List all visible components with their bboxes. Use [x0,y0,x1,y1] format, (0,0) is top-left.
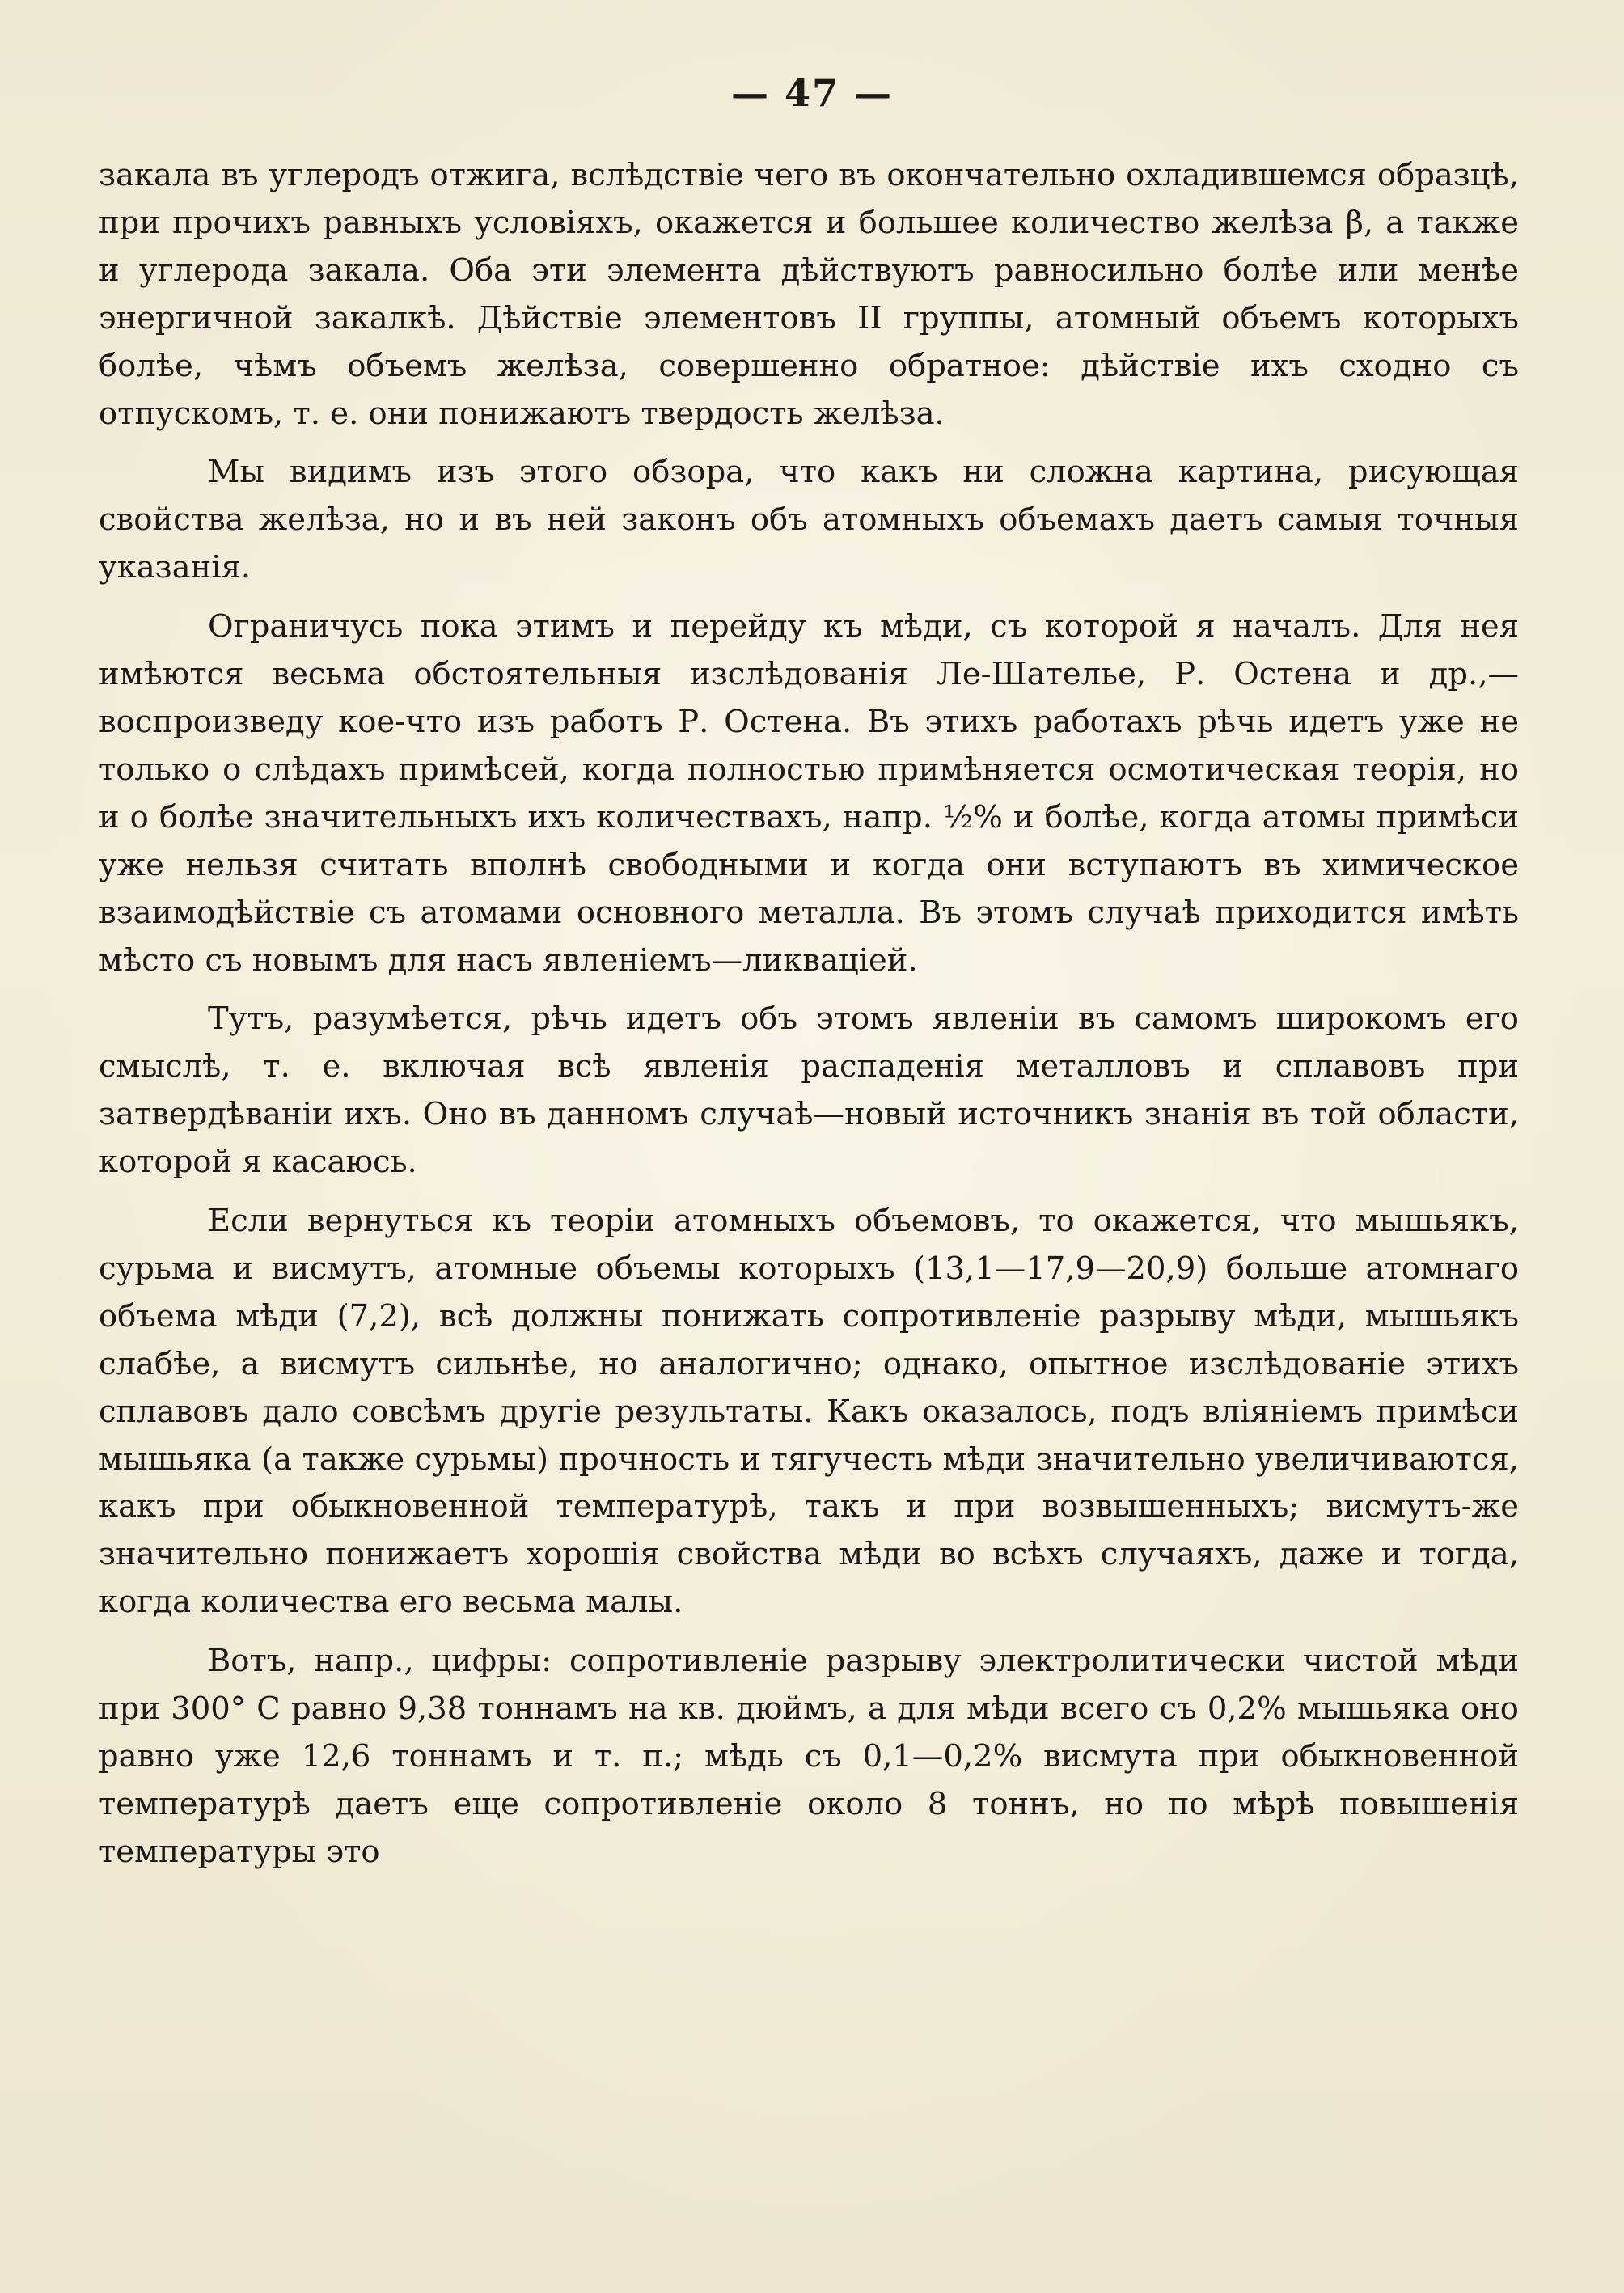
paragraph-4: Тутъ, разумѣется, рѣчь идетъ объ этомъ явленіи въ самомъ широкомъ его смыслѣ, т. е. включая всѣ явленія распаденія металловъ и сплавовъ при затвердѣваніи ихъ. Оно въ данномъ случаѣ—новый источникъ знанія въ той области, которой я касаюсь. [99,1001,1519,1181]
paragraph-1: закала въ углеродъ отжига, вслѣдствіе чего въ окончательно охладившемся образцѣ, при прочихъ равныхъ условіяхъ, окажется и большее количество желѣза β, а также и углерода закала. Оба эти элемента дѣйствуютъ равносильно болѣе или менѣе энергичной закалкѣ. Дѣйствіе элементовъ II группы, атомный объемъ которыхъ болѣе, чѣмъ объемъ желѣза, совершенно обратное: дѣйствіе ихъ сходно съ отпускомъ, т. е. они понижаютъ твердость желѣза. [99,157,1519,432]
paragraph-3: Ограничусь пока этимъ и перейду къ мѣди, съ которой я началъ. Для нея имѣются весьма обстоятельныя изслѣдованія Ле-Шателье, Р. Остена и др.,—воспроизведу кое-что изъ работъ Р. Остена. Въ этихъ работахъ рѣчь идетъ уже не только о слѣдахъ примѣсей, когда полностью примѣняется осмотическая теорія, но и о болѣе значительныхъ ихъ количествахъ, напр. ½% и болѣе, когда атомы примѣси уже нельзя считать вполнѣ свободными и когда они вступаютъ въ химическое взаимодѣйствіе съ атомами основного металла. Въ этомъ случаѣ приходится имѣть мѣсто съ новымъ для насъ явленіемъ—ликваціей. [99,608,1519,979]
paragraph-2: Мы видимъ изъ этого обзора, что какъ ни сложна картина, рисующая свойства желѣза, но и въ ней законъ объ атомныхъ объемахъ даетъ самыя точныя указанія. [99,454,1519,586]
paragraph-5: Если вернуться къ теоріи атомныхъ объемовъ, то окажется, что мышьякъ, сурьма и висмутъ, атомные объемы которыхъ (13,1—17,9—20,9) больше атомнаго объема мѣди (7,2), всѣ должны понижать сопротивленіе разрыву мѣди, мышьякъ слабѣе, а висмутъ сильнѣе, но аналогично; однако, опытное изслѣдованіе этихъ сплавовъ дало совсѣмъ другіе результаты. Какъ оказалось, подъ вліяніемъ примѣси мышьяка (а также сурьмы) прочность и тягучесть мѣди значительно увеличиваются, какъ при обыкновенной температурѣ, такъ и при возвышенныхъ; висмутъ-же значительно понижаетъ хорошія свойства мѣди во всѣхъ случаяхъ, даже и тогда, когда количества его весьма малы. [99,1203,1519,1621]
paragraph-6: Вотъ, напр., цифры: сопротивленіе разрыву электролитически чистой мѣди при 300° С равно 9,38 тоннамъ на кв. дюймъ, а для мѣди всего съ 0,2% мышьяка оно равно уже 12,6 тоннамъ и т. п.; мѣдь съ 0,1—0,2% висмута при обыкновенной температурѣ даетъ еще сопротивленіе около 8 тоннъ, но по мѣрѣ повышенія температуры это [99,1643,1519,1870]
page-number: — 47 — [730,71,894,115]
body-text [99,152,1519,1876]
